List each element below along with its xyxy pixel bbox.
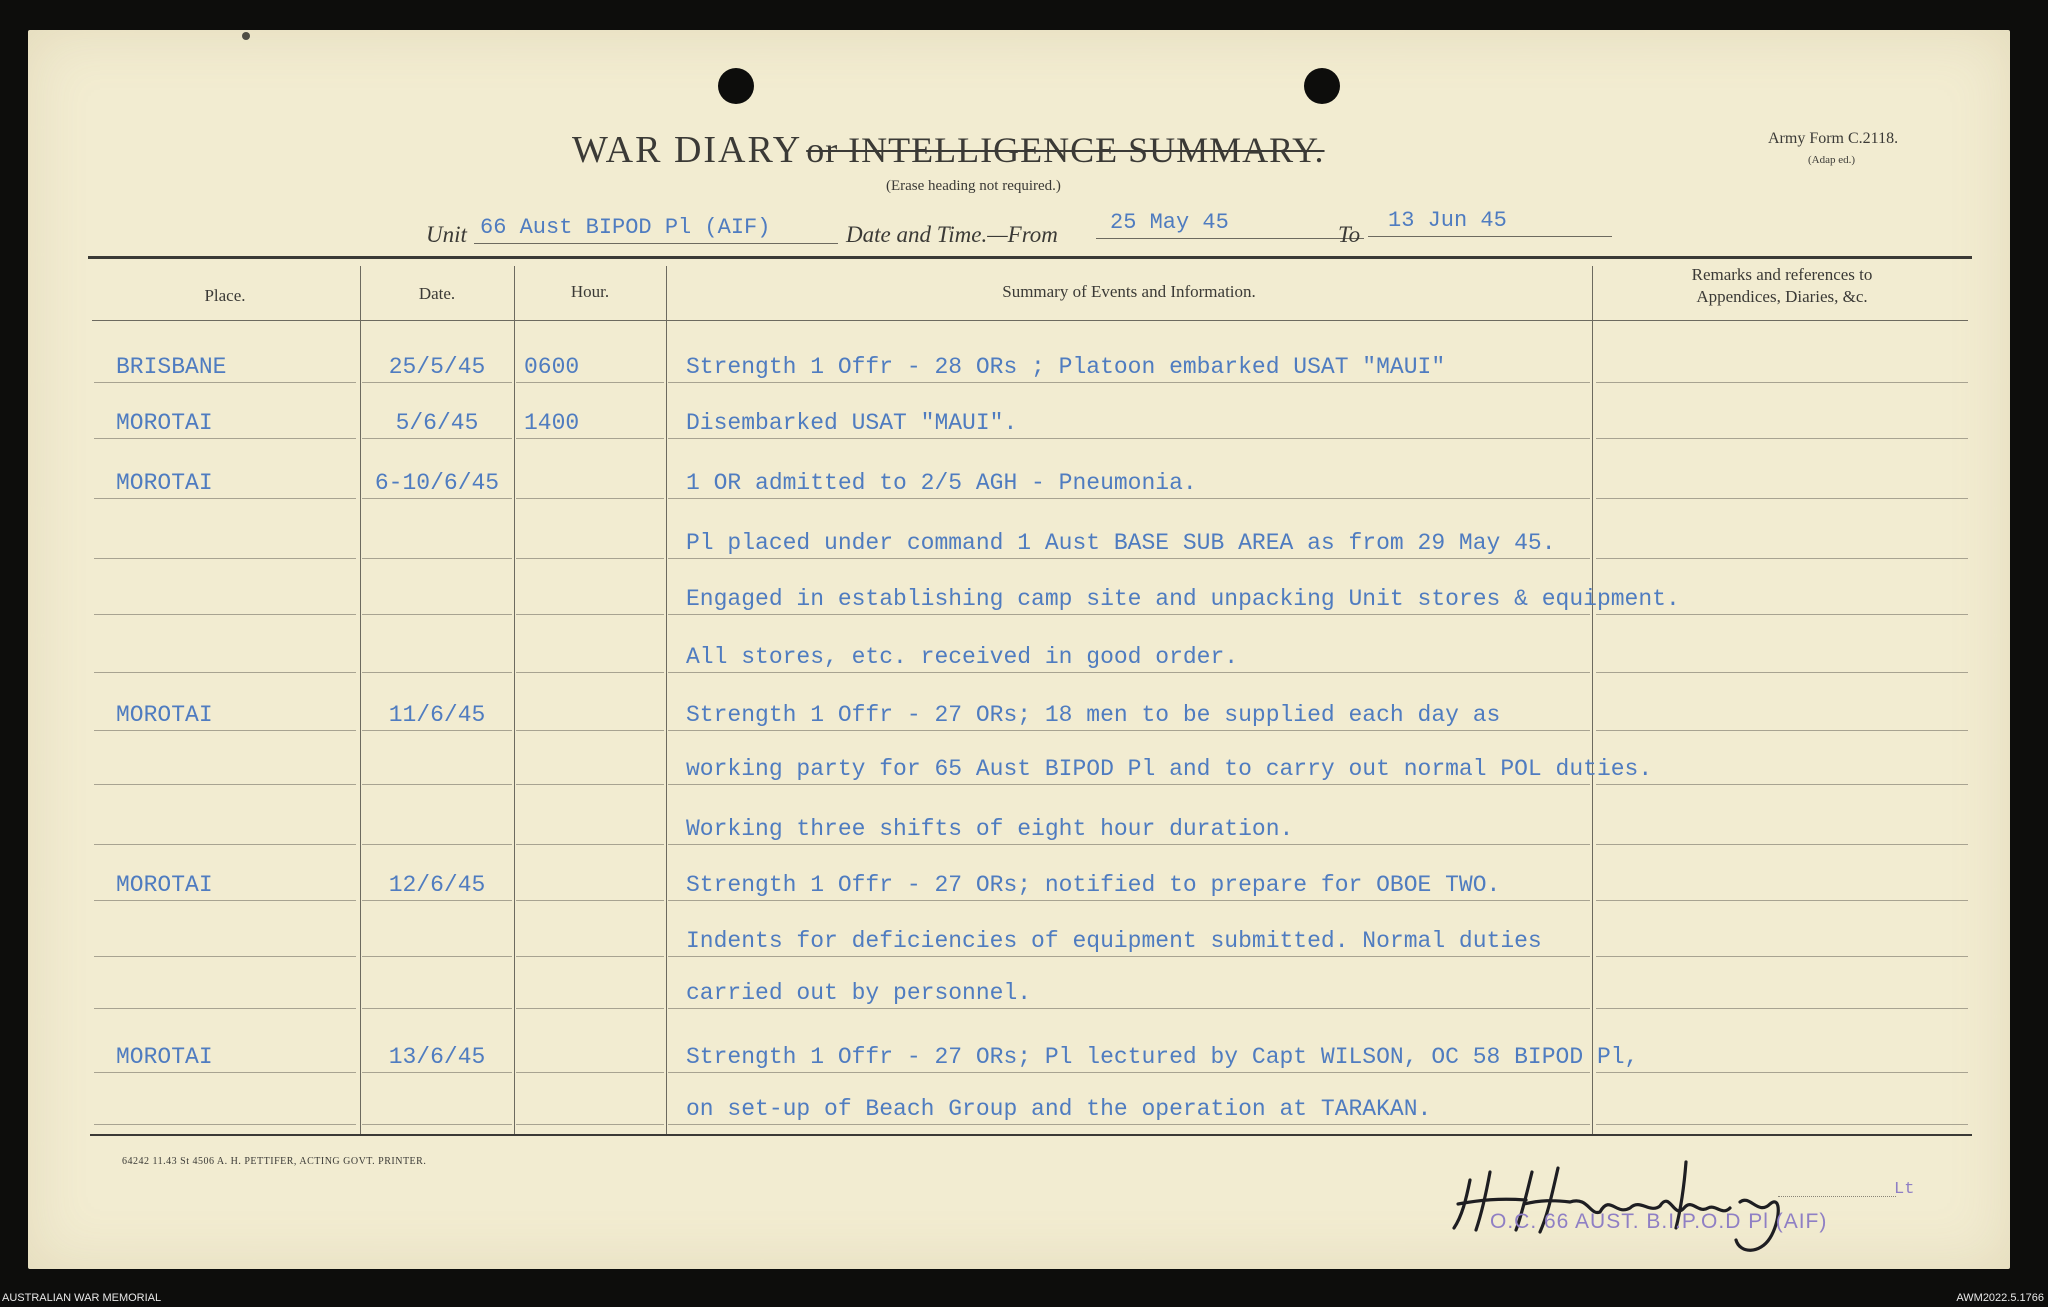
row-rule <box>516 558 664 559</box>
row-rule <box>362 1008 512 1009</box>
row-rule <box>362 900 512 901</box>
row-rule <box>94 900 356 901</box>
row-date: 5/6/45 <box>395 410 479 436</box>
header-hour: Hour. <box>570 282 610 301</box>
row-summary: Strength 1 Offr - 27 ORs; notified to prepare for OBOE TWO. <box>686 872 1501 898</box>
adapted-note: (Adap ed.) <box>1808 154 1856 166</box>
row-summary: Disembarked USAT "MAUI". <box>686 410 1018 436</box>
row-rule <box>516 498 664 499</box>
row-summary: Working three shifts of eight hour duration. <box>686 816 1294 842</box>
row-date: 13/6/45 <box>388 1044 486 1070</box>
row-rule <box>668 900 1590 901</box>
row-hour: 1400 <box>524 410 580 436</box>
caption-right: AWM2022.5.1766 <box>1956 1292 2044 1304</box>
punch-hole-left <box>718 68 754 104</box>
row-rule <box>516 1072 664 1073</box>
row-rule <box>668 498 1590 499</box>
row-rule <box>362 498 512 499</box>
row-summary: on set-up of Beach Group and the operation at TARAKAN. <box>686 1096 1432 1122</box>
row-rule <box>668 1008 1590 1009</box>
row-place: MOROTAI <box>116 1044 213 1070</box>
row-date: 11/6/45 <box>388 702 486 728</box>
row-rule <box>94 784 356 785</box>
row-rule <box>668 438 1590 439</box>
row-place: MOROTAI <box>116 872 213 898</box>
row-date: 6-10/6/45 <box>374 470 500 496</box>
date-to-label: To <box>1338 222 1361 247</box>
row-summary: Strength 1 Offr - 28 ORs ; Platoon embarked USAT "MAUI" <box>686 354 1446 380</box>
row-rule <box>94 844 356 845</box>
row-rule <box>516 614 664 615</box>
caption-left: AUSTRALIAN WAR MEMORIAL <box>2 1292 162 1304</box>
printer-imprint: 64242 11.43 St 4506 A. H. PETTIFER, ACTING GOVT. PRINTER. <box>122 1156 427 1167</box>
row-rule <box>362 730 512 731</box>
row-rule <box>668 844 1590 845</box>
row-rule <box>1596 730 1968 731</box>
row-rule <box>668 382 1590 383</box>
row-rule <box>362 844 512 845</box>
row-rule <box>362 956 512 957</box>
row-place: MOROTAI <box>116 702 213 728</box>
war-diary-sheet <box>28 30 2010 1269</box>
row-rule <box>1596 614 1968 615</box>
row-rule <box>516 784 664 785</box>
row-rule <box>94 1124 356 1125</box>
punch-hole-right <box>1304 68 1340 104</box>
pin-mark <box>242 32 250 40</box>
row-rule <box>94 558 356 559</box>
column-divider-hour <box>666 266 667 1134</box>
header-remarks <box>1594 264 1970 308</box>
header-bottom-rule <box>92 320 1968 321</box>
row-rule <box>1596 956 1968 957</box>
row-rule <box>94 614 356 615</box>
row-rule <box>516 900 664 901</box>
row-summary: Indents for deficiencies of equipment submitted. Normal duties <box>686 928 1542 954</box>
row-rule <box>362 382 512 383</box>
row-rule <box>516 844 664 845</box>
row-rule <box>362 1072 512 1073</box>
row-rule <box>362 1124 512 1125</box>
date-from-underline <box>1096 238 1364 239</box>
table-bottom-rule <box>90 1134 1972 1136</box>
row-rule <box>94 956 356 957</box>
row-rule <box>94 672 356 673</box>
row-date: 12/6/45 <box>388 872 486 898</box>
row-rule <box>362 672 512 673</box>
row-summary: 1 OR admitted to 2/5 AGH - Pneumonia. <box>686 470 1197 496</box>
row-rule <box>1596 498 1968 499</box>
row-rule <box>362 614 512 615</box>
date-to-underline <box>1368 236 1612 237</box>
row-rule <box>516 730 664 731</box>
row-summary: carried out by personnel. <box>686 980 1032 1006</box>
signature-strokes <box>1454 1162 1778 1250</box>
column-divider-summary <box>1592 266 1593 1134</box>
date-to-value: 13 Jun 45 <box>1388 208 1507 233</box>
row-rule <box>516 1124 664 1125</box>
row-rule <box>668 956 1590 957</box>
row-rule <box>668 730 1590 731</box>
army-form-number: Army Form C.2118. <box>1768 130 1899 147</box>
title-war-diary: WAR DIARY <box>572 129 803 171</box>
row-rule <box>1596 900 1968 901</box>
row-summary: Strength 1 Offr - 27 ORs; Pl lectured by Capt WILSON, OC 58 BIPOD Pl, <box>686 1044 1639 1070</box>
header-remarks-line2: Appendices, Diaries, &c. <box>1696 287 1868 306</box>
row-rule <box>1596 672 1968 673</box>
unit-value: 66 Aust BIPOD Pl (AIF) <box>480 215 771 240</box>
officer-stamp: O.C. 66 AUST. B.I.P.O.D Pl (AIF) <box>1490 1210 1828 1233</box>
row-rule <box>362 784 512 785</box>
row-rule <box>516 382 664 383</box>
date-from-value: 25 May 45 <box>1110 210 1229 235</box>
row-rule <box>1596 558 1968 559</box>
row-rule <box>516 438 664 439</box>
row-hour: 0600 <box>524 354 580 380</box>
signature-dotted-line <box>1778 1196 1896 1197</box>
title-struck-heading: or INTELLIGENCE SUMMARY. <box>806 130 1325 170</box>
row-rule <box>94 730 356 731</box>
row-rule <box>1596 784 1968 785</box>
row-date: 25/5/45 <box>388 354 486 380</box>
row-place: MOROTAI <box>116 410 213 436</box>
row-rule <box>362 438 512 439</box>
header-place: Place. <box>204 286 246 305</box>
row-rule <box>668 614 1590 615</box>
row-rule <box>516 672 664 673</box>
row-rule <box>1596 1072 1968 1073</box>
row-rule <box>668 784 1590 785</box>
row-rule <box>516 956 664 957</box>
row-place: BRISBANE <box>116 354 227 380</box>
header-summary: Summary of Events and Information. <box>1002 282 1256 301</box>
rank-stamp: Lt <box>1894 1180 1915 1199</box>
row-rule <box>1596 1008 1968 1009</box>
column-divider-place <box>360 266 361 1134</box>
header-date: Date. <box>418 284 456 303</box>
signature <box>1440 1142 1880 1262</box>
row-rule <box>1596 382 1968 383</box>
row-rule <box>668 1072 1590 1073</box>
row-rule <box>516 1008 664 1009</box>
row-rule <box>94 438 356 439</box>
row-rule <box>94 382 356 383</box>
form-title <box>572 128 1325 172</box>
row-summary: Engaged in establishing camp site and unpacking Unit stores & equipment. <box>686 586 1680 612</box>
unit-underline <box>474 243 838 244</box>
row-summary: Pl placed under command 1 Aust BASE SUB AREA as from 29 May 45. <box>686 530 1556 556</box>
row-rule <box>94 498 356 499</box>
erase-heading-note: (Erase heading not required.) <box>886 178 1061 194</box>
row-summary: All stores, etc. received in good order. <box>686 644 1239 670</box>
row-rule <box>94 1008 356 1009</box>
row-rule <box>668 672 1590 673</box>
date-from-label: Date and Time.—From <box>846 222 1058 247</box>
row-place: MOROTAI <box>116 470 213 496</box>
row-rule <box>668 1124 1590 1125</box>
table-top-rule <box>88 256 1972 259</box>
header-remarks-line1: Remarks and references to <box>1691 265 1873 284</box>
row-summary: working party for 65 Aust BIPOD Pl and to carry out normal POL duties. <box>686 756 1653 782</box>
column-divider-date <box>514 266 515 1134</box>
row-rule <box>1596 1124 1968 1125</box>
row-rule <box>362 558 512 559</box>
unit-label: Unit <box>426 222 467 247</box>
row-summary: Strength 1 Offr - 27 ORs; 18 men to be supplied each day as <box>686 702 1501 728</box>
row-rule <box>1596 844 1968 845</box>
row-rule <box>1596 438 1968 439</box>
row-rule <box>94 1072 356 1073</box>
row-rule <box>668 558 1590 559</box>
